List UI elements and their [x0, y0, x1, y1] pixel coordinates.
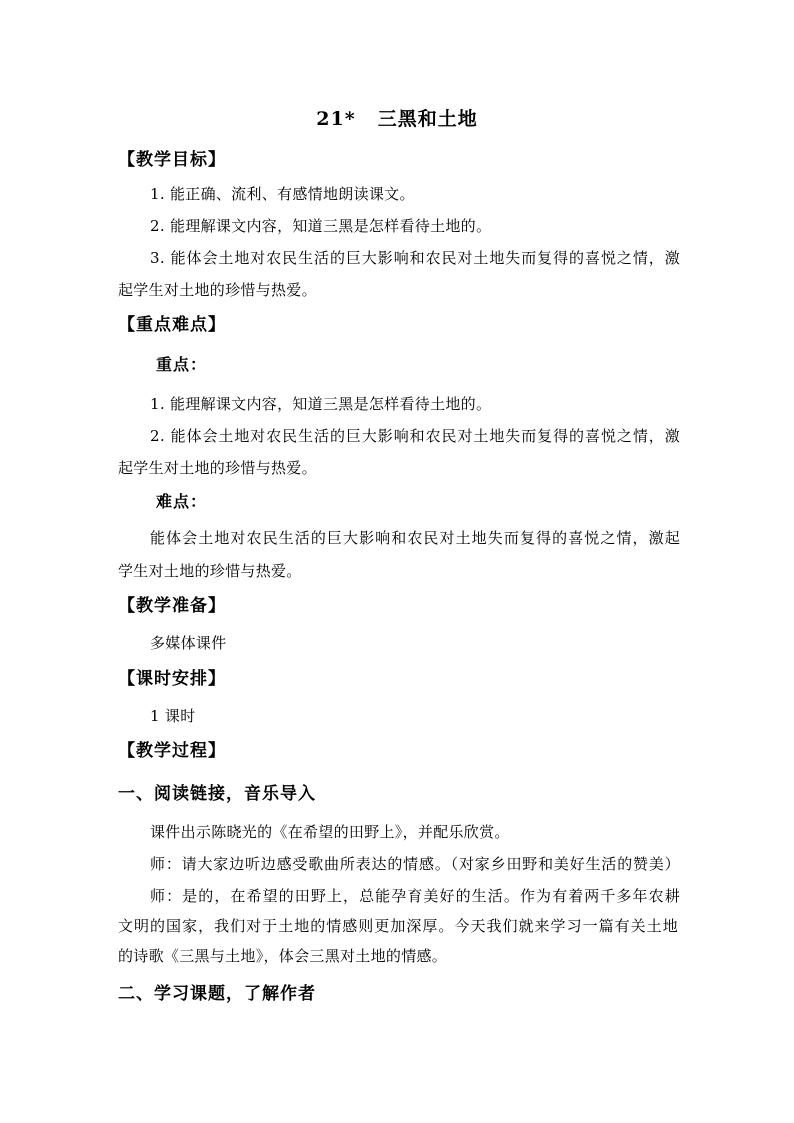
key-points-heading: 【重点难点】: [118, 315, 226, 335]
focus-item-2: 2. 能体会土地对农民生活的巨大影响和农民对土地失而复得的喜悦之情，激: [150, 427, 680, 445]
focus-item-2-continued: 起学生对土地的珍惜与热爱。: [118, 459, 317, 477]
focus-item-1: 1. 能理解课文内容，知道三黑是怎样看待土地的。: [150, 395, 492, 413]
process-part1-heading: 一、阅读链接，音乐导入: [118, 784, 316, 804]
process-part1-line-1: 课件出示陈晓光的《在希望的田野上》，并配乐欣赏。: [150, 823, 510, 841]
process-part1-line-5: 的诗歌《三黑与土地》，体会三黑对土地的情感。: [118, 947, 448, 965]
focus-label: 重点：: [156, 355, 208, 374]
process-part1-line-4: 文明的国家，我们对于土地的情感则更加深厚。今天我们就来学习一篇有关土地: [118, 917, 678, 935]
schedule-heading: 【课时安排】: [118, 669, 226, 689]
difficulty-item-1: 能体会土地对农民生活的巨大影响和农民对土地失而复得的喜悦之情，激起: [150, 529, 680, 547]
process-part1-line-2: 师：请大家边听边感受歌曲所表达的情感。（对家乡田野和美好生活的赞美）: [150, 855, 680, 873]
difficulty-label: 难点：: [156, 492, 208, 511]
process-heading: 【教学过程】: [118, 741, 226, 761]
schedule-text: 1 课时: [150, 707, 196, 725]
objective-item-2: 2. 能理解课文内容，知道三黑是怎样看待土地的。: [150, 217, 492, 235]
preparation-heading: 【教学准备】: [118, 596, 226, 616]
objective-item-3-continued: 起学生对土地的珍惜与热爱。: [118, 281, 317, 299]
title-text: 三黑和土地: [377, 108, 478, 130]
difficulty-item-1-continued: 学生对土地的珍惜与热爱。: [118, 562, 302, 580]
title-number: 21*: [316, 108, 356, 130]
process-part2-heading: 二、学习课题，了解作者: [118, 984, 316, 1004]
objective-item-3: 3. 能体会土地对农民生活的巨大影响和农民对土地失而复得的喜悦之情，激: [150, 249, 680, 267]
preparation-text: 多媒体课件: [150, 634, 227, 652]
objective-item-1: 1. 能正确、流利、有感情地朗读课文。: [150, 185, 415, 203]
process-part1-line-3: 师：是的，在希望的田野上，总能孕育美好的生活。作为有着两千多年农耕: [150, 887, 680, 905]
page-title: [0, 106, 794, 132]
objectives-heading: 【教学目标】: [118, 150, 226, 170]
